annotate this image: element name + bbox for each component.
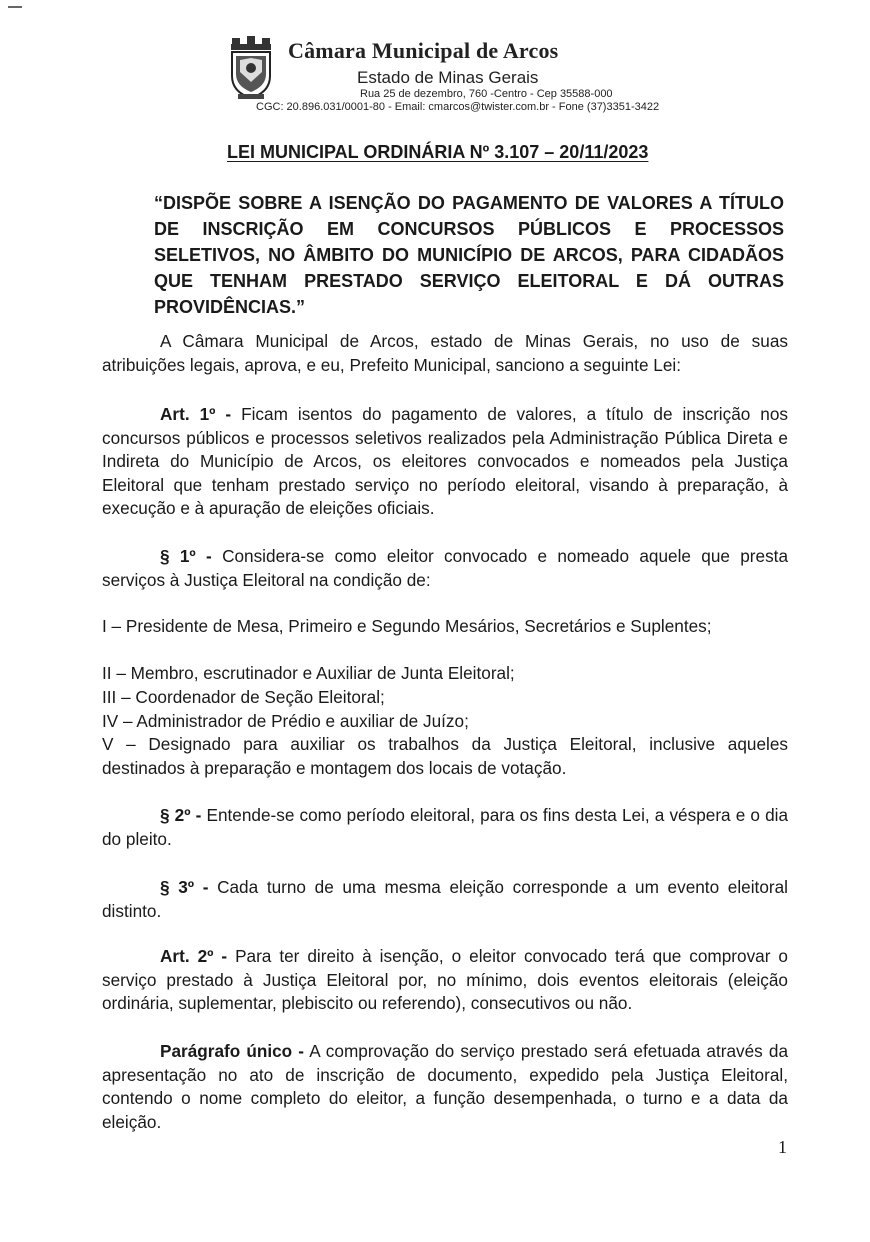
list-item-ii: II – Membro, escrutinador e Auxiliar de Junta Eleitoral;	[102, 663, 515, 683]
list-item-iv: IV – Administrador de Prédio e auxiliar de Juízo;	[102, 711, 469, 731]
paragraph-2-label: § 2º -	[160, 805, 202, 825]
paragraph-unico	[102, 1040, 788, 1134]
scan-mark	[8, 6, 22, 8]
paragraph-1-label: § 1º -	[160, 546, 212, 566]
article-1	[102, 403, 788, 521]
paragraph-3-text: Cada turno de uma mesma eleição corresponde a um evento eleitoral distinto.	[102, 877, 788, 921]
page-number: 1	[778, 1137, 787, 1157]
list-item-i: I – Presidente de Mesa, Primeiro e Segundo Mesários, Secretários e Suplentes;	[102, 616, 712, 636]
article-2	[102, 945, 788, 1016]
contact-line: CGC: 20.896.031/0001-80 - Email: cmarcos@twister.com.br - Fone (37)3351-3422	[256, 101, 660, 113]
institution-name: Câmara Municipal de Arcos	[288, 38, 559, 63]
paragraph-3	[102, 876, 788, 923]
law-title: LEI MUNICIPAL ORDINÁRIA Nº 3.107 – 20/11/2023	[227, 142, 649, 162]
municipal-crest-logo	[228, 36, 274, 102]
article-2-label: Art. 2º -	[160, 946, 228, 966]
preamble: A Câmara Municipal de Arcos, estado de Minas Gerais, no uso de suas atribuições legais, aprova, e eu, Prefeito Municipal, sanciono a seguinte Lei:	[102, 331, 788, 375]
state-name: Estado de Minas Gerais	[357, 68, 539, 87]
paragraph-3-label: § 3º -	[160, 877, 209, 897]
article-1-text: Ficam isentos do pagamento de valores, a título de inscrição nos concursos públicos e processos seletivos realizados pela Administração Pública Direta e Indireta do Município de Arcos, os eleitores convocados e nomeados pela Justiça Eleitoral que tenham prestado serviço no período eleitoral, visando à preparação, à execução e à apuração de eleições oficiais.	[102, 404, 789, 518]
list-item-iii: III – Coordenador de Seção Eleitoral;	[102, 687, 385, 707]
article-1-label: Art. 1º -	[160, 404, 232, 424]
list-item-v: V – Designado para auxiliar os trabalhos da Justiça Eleitoral, inclusive aqueles destinados à preparação e montagem dos locais de votação.	[102, 734, 788, 778]
paragraph-unico-label: Parágrafo único -	[160, 1041, 305, 1061]
paragraph-2-text: Entende-se como período eleitoral, para os fins desta Lei, a véspera e o dia do pleito.	[102, 805, 789, 849]
letterhead	[0, 30, 870, 120]
paragraph-unico-text: A comprovação do serviço prestado será efetuada através da apresentação no ato de inscrição de documento, expedido pela Justiça Eleitoral, contendo o nome completo do eleitor, a função desempenhada, o turno e a data da eleição.	[102, 1041, 789, 1132]
address-line: Rua 25 de dezembro, 760 -Centro - Cep 35588-000	[360, 88, 613, 100]
paragraph-2	[102, 804, 788, 851]
ementa: “DISPÕE SOBRE A ISENÇÃO DO PAGAMENTO DE VALORES A TÍTULO DE INSCRIÇÃO EM CONCURSOS PÚBLICOS E PROCESSOS SELETIVOS, NO ÂMBITO DO MUNICÍPIO DE ARCOS, PARA CIDADÃOS QUE TENHAM PRESTADO SERVIÇO ELEITORAL E DÁ OUTRAS PROVIDÊNCIAS.”	[154, 193, 784, 317]
paragraph-1-text: Considera-se como eleitor convocado e nomeado aquele que presta serviços à Justiça Eleitoral na condição de:	[102, 546, 789, 590]
paragraph-1	[102, 545, 788, 592]
article-2-text: Para ter direito à isenção, o eleitor convocado terá que comprovar o serviço prestado à Justiça Eleitoral por, no mínimo, dois eventos eleitorais (eleição ordinária, suplementar, plebiscito ou referendo), consecutivos ou não.	[102, 946, 788, 1013]
